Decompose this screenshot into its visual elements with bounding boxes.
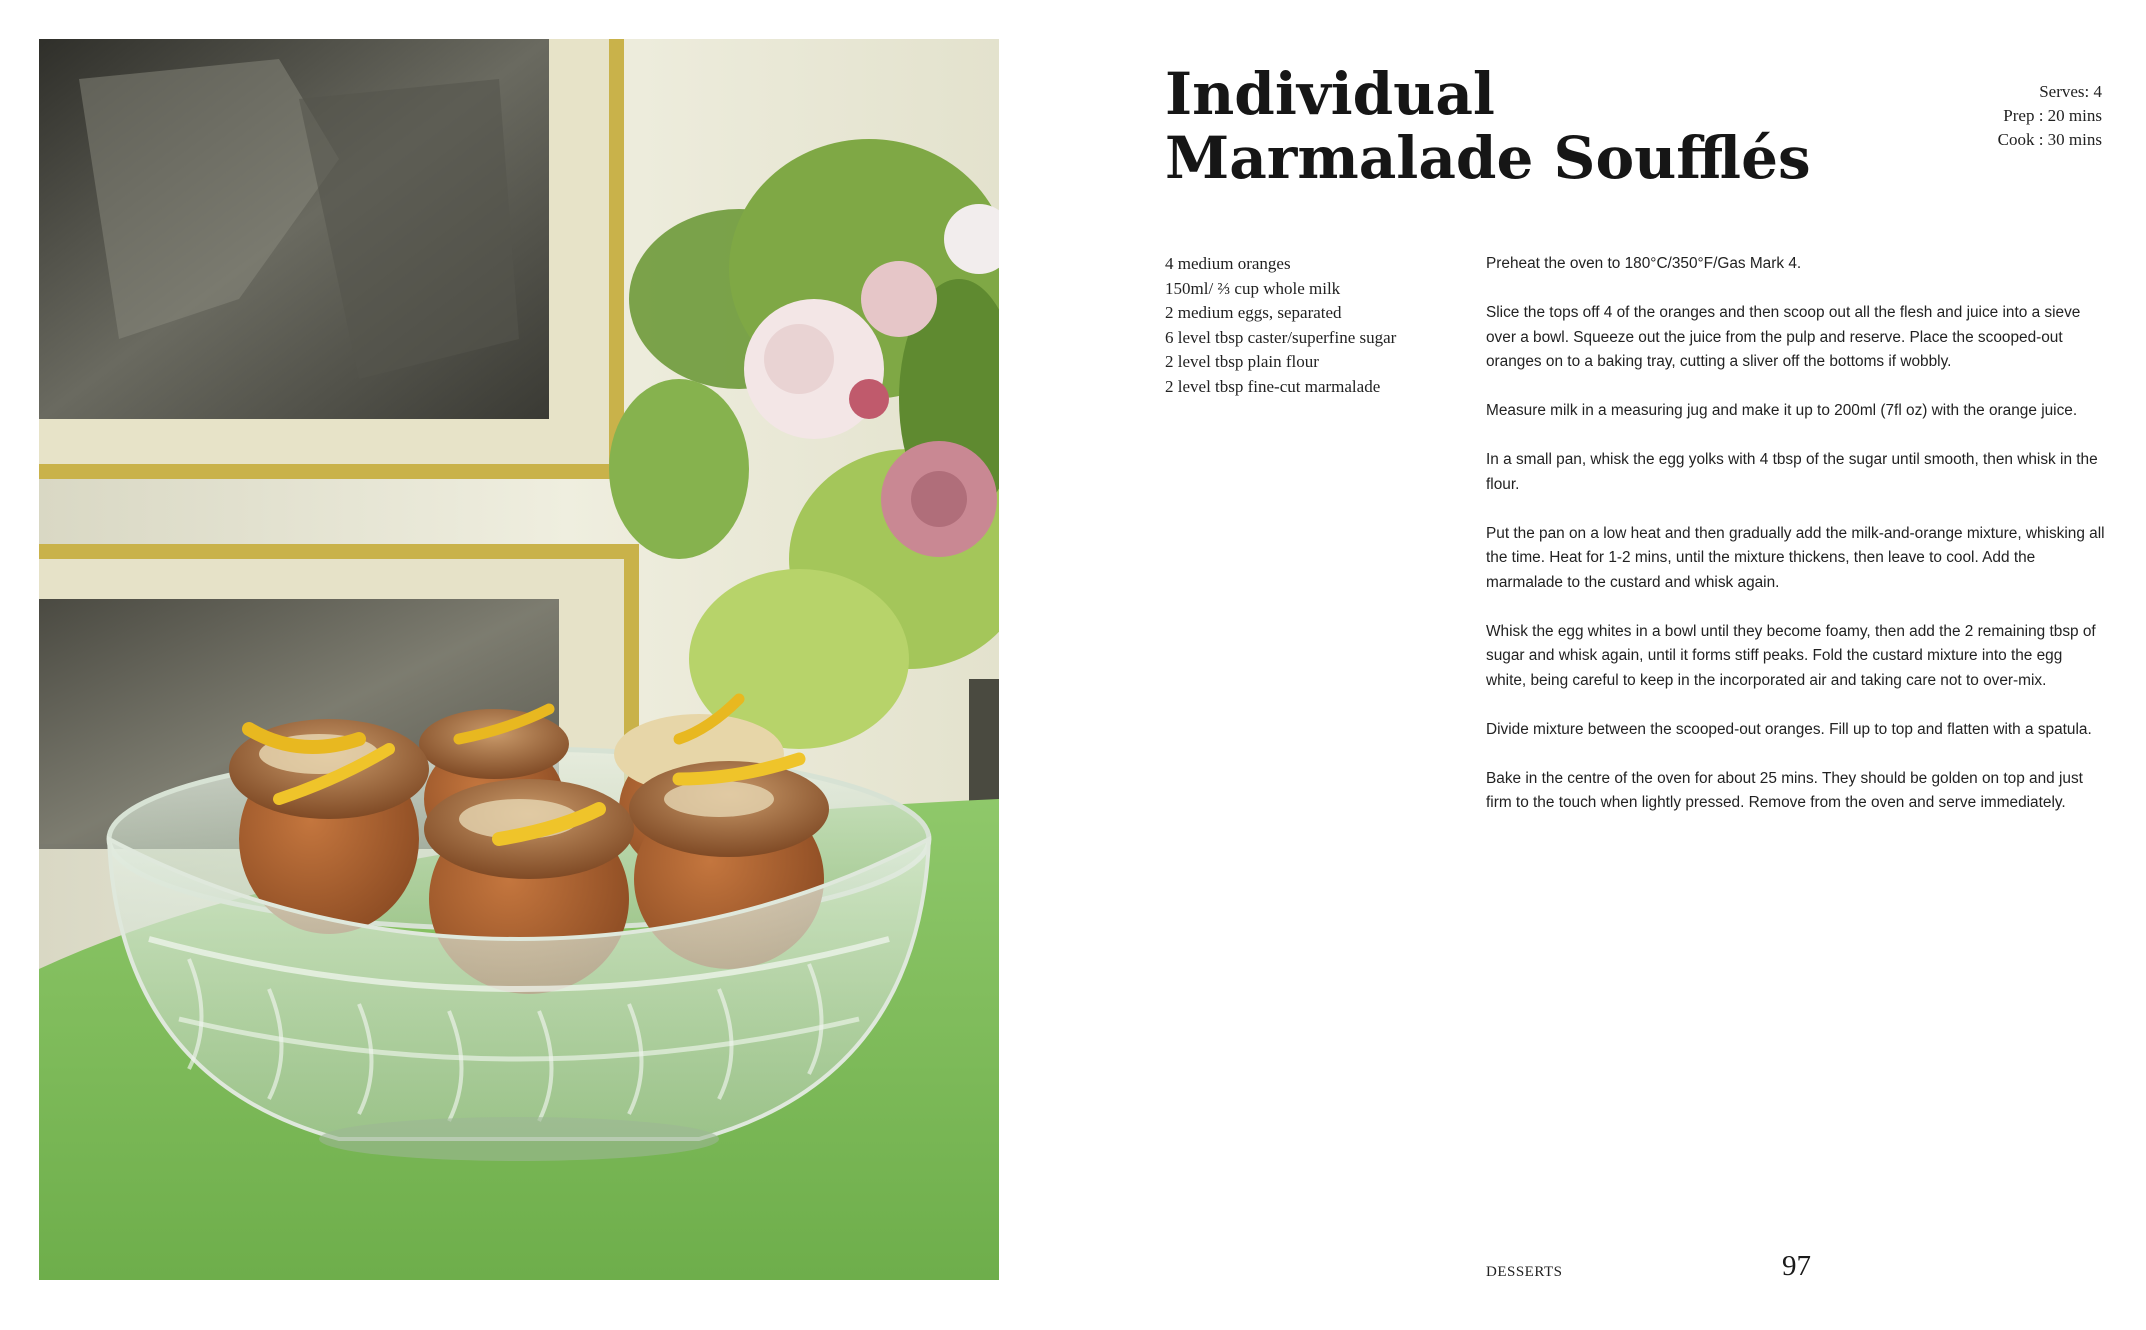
method-step: Slice the tops off 4 of the oranges and then scoop out all the flesh and juice into a sieve over a bowl. Squeeze out the juice from the pulp and reserve. Place the scooped-out oranges on to a baking tray, cutting a sliver off the bottoms if wobbly.	[1486, 304, 2081, 370]
recipe-title-line-2: Marmalade Soufflés	[1165, 124, 1811, 192]
page-number: 97	[1782, 1250, 1811, 1282]
recipe-meta	[1842, 80, 2102, 152]
souffle-photo	[39, 39, 999, 1280]
method-step: Whisk the egg whites in a bowl until they become foamy, then add the 2 remaining tbsp of sugar and whisk again, until it forms stiff peaks. Fold the custard mixture into the egg white, being careful to keep in the incorporated air and taking care not to over-mix.	[1486, 622, 2096, 689]
recipe-title-line-1: Individual	[1165, 60, 1495, 128]
ingredients-list	[1165, 252, 1465, 399]
method-step: Put the pan on a low heat and then gradually add the milk-and-orange mixture, whisking all the time. Heat for 1-2 mins, until the mixture thickens, then leave to cool. Add the marmalade to the custard and whisk again.	[1486, 524, 2105, 591]
method-step: Measure milk in a measuring jug and make it up to 200ml (7fl oz) with the orange juice.	[1486, 402, 2078, 419]
ingredient-item: 6 level tbsp caster/superfine sugar	[1165, 327, 1397, 347]
recipe-title	[1165, 60, 1811, 192]
ingredient-item: 4 medium oranges	[1165, 254, 1291, 273]
method-step: Preheat the oven to 180°C/350°F/Gas Mark 4.	[1486, 255, 1802, 272]
ingredient-item: 150ml/ ⅔ cup whole milk	[1165, 278, 1341, 298]
ingredient-item: 2 medium eggs, separated	[1165, 303, 1342, 322]
method-step: In a small pan, whisk the egg yolks with 4 tbsp of the sugar until smooth, then whisk in the flour.	[1486, 451, 2098, 493]
prep-time-text: Prep : 20 mins	[2003, 106, 2102, 125]
method-step: Bake in the centre of the oven for about 25 mins. They should be golden on top and just firm to the touch when lightly pressed. Remove from the oven and serve immediately.	[1486, 769, 2083, 811]
souffle-illustration	[39, 39, 999, 1280]
ingredient-item: 2 level tbsp plain flour	[1165, 352, 1319, 371]
method-steps	[1486, 252, 2106, 840]
upper-picture-frame	[39, 39, 624, 479]
ingredient-item: 2 level tbsp fine-cut marmalade	[1165, 376, 1381, 396]
cook-time-text: Cook : 30 mins	[1997, 130, 2102, 149]
section-label: DESSERTS	[1486, 1264, 1563, 1280]
serves-text: Serves: 4	[2039, 82, 2102, 101]
method-step: Divide mixture between the scooped-out oranges. Fill up to top and flatten with a spatula.	[1486, 720, 2092, 738]
